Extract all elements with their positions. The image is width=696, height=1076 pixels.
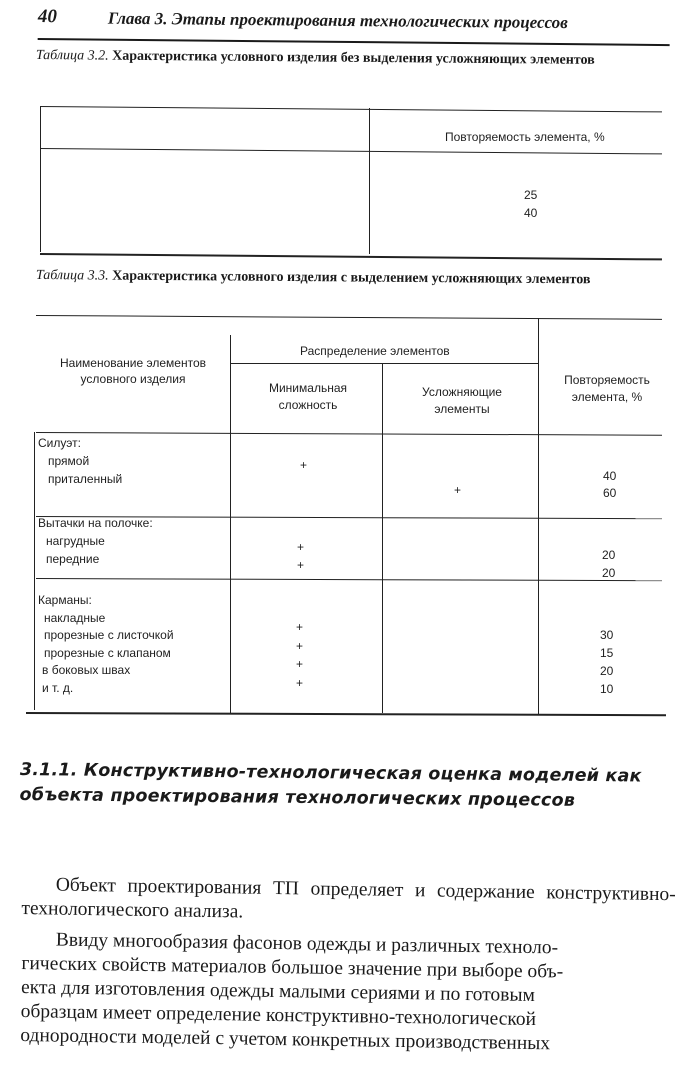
repeatability-value: 20 (600, 664, 614, 678)
paragraph-line: екта для изготовления одежды малыми сериями и по готовым (20, 976, 536, 1007)
column-header-minimal-complexity: Минимальная сложность (268, 381, 347, 412)
table-row-group (38, 592, 174, 697)
list-item: прямой (48, 454, 90, 468)
repeatability-values (603, 468, 616, 502)
list-item: прорезные с листочкой (44, 628, 174, 642)
paragraph: Объект проектирования ТП определяет и содержание конструктивно-технологического анализа. (21, 874, 676, 923)
chapter-title: Глава 3. Этапы проектирования технологических процессов (107, 8, 568, 33)
paragraph-line: Ввиду многообразия фасонов одежды и различных техноло- (55, 929, 559, 959)
column-header-element-name: Наименование элементов условного изделия (59, 356, 206, 386)
minimal-mark: + (300, 458, 308, 472)
table-3-3-caption (36, 268, 660, 289)
column-header-distribution: Распределение элементов (300, 344, 450, 358)
table-row-group (38, 434, 122, 488)
column-header-complicating-elements: Усложняющие элементы (422, 385, 502, 416)
page-number: 40 (37, 5, 57, 28)
repeatability-values (600, 626, 613, 698)
repeatability-values (602, 546, 615, 582)
column-header-repeatability: Повторяемость элемента, % (564, 373, 650, 404)
paragraph (20, 928, 676, 1058)
minimal-mark: + (296, 620, 304, 634)
table-3-2 (0, 0, 696, 270)
repeatability-value: 60 (603, 486, 617, 500)
list-item: прорезные с клапаном (44, 645, 171, 660)
repeatability-value: 20 (602, 548, 616, 562)
repeatability-value: 10 (600, 682, 614, 696)
minimal-marks (297, 538, 304, 574)
repeatability-value: 15 (600, 646, 614, 660)
repeatability-value: 30 (600, 628, 614, 642)
table-3-3-label: Таблица 3.3. (35, 268, 109, 284)
table-3-3 (0, 300, 696, 730)
list-item: приталенный (48, 472, 123, 486)
table-3-2-label: Таблица 3.2. (35, 48, 109, 64)
minimal-mark: + (296, 675, 304, 690)
list-item: передние (46, 552, 100, 566)
minimal-marks (296, 618, 303, 692)
minimal-mark: + (296, 657, 304, 671)
table-row-group (38, 514, 153, 568)
list-item: в боковых швах (42, 663, 131, 677)
list-item: и т. д. (42, 680, 74, 695)
table-3-2-title: Характеристика условного изделия без выделения усложняющих элементов (112, 48, 595, 68)
list-item: нагрудные (46, 534, 105, 548)
group-title: Силуэт: (38, 436, 81, 450)
list-item: накладные (44, 610, 106, 625)
table-3-2-column-header: Повторяемость элемента, % (445, 130, 605, 144)
group-title: Карманы: (38, 593, 92, 607)
table-3-2-value: 25 (524, 188, 538, 202)
section-heading: 3.1.1. Конструктивно-технологическая оценка моделей как объекта проектирования технологических процессов (19, 759, 642, 811)
paragraph-line: образцам имеет определение конструктивно-технологической (20, 1000, 537, 1031)
group-title: Вытачки на полочке: (38, 516, 153, 530)
paragraph-line: гических свойств материалов большое значение при выборе объ- (21, 952, 564, 983)
repeatability-value: 20 (602, 566, 616, 580)
minimal-mark: + (296, 638, 304, 653)
table-3-2-value: 40 (524, 206, 538, 220)
paragraph-line: однородности моделей с учетом конкретных производственных (20, 1024, 551, 1055)
minimal-mark: + (297, 558, 305, 572)
complicating-mark: + (454, 483, 462, 497)
minimal-mark: + (297, 540, 305, 554)
repeatability-value: 40 (603, 469, 617, 483)
table-3-3-title: Характеристика условного изделия с выделением усложняющих элементов (112, 268, 591, 288)
